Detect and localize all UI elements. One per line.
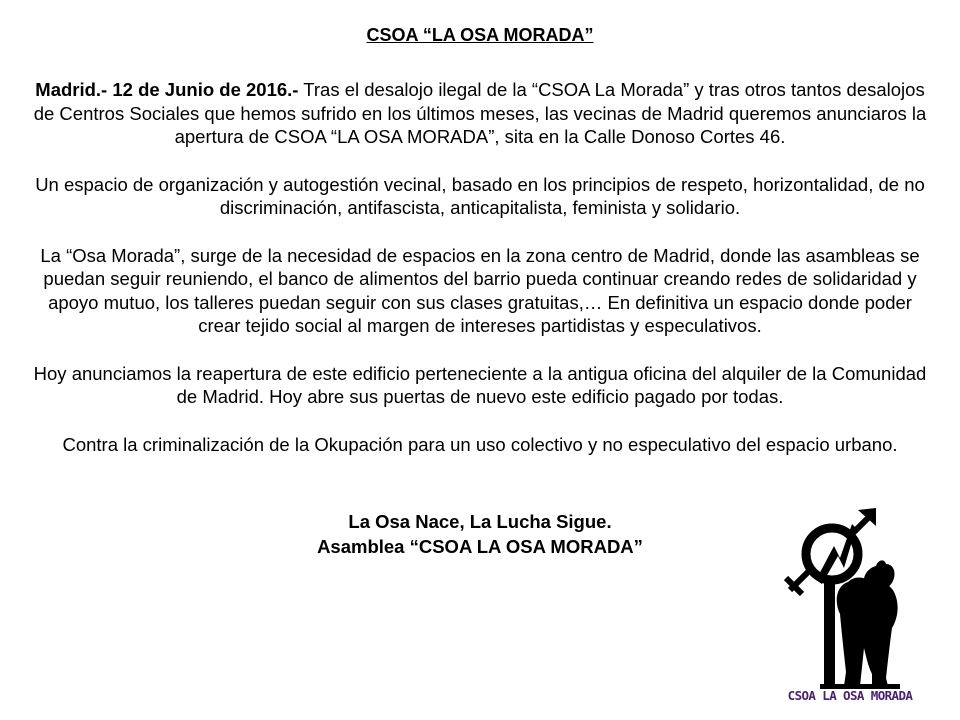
- paragraph-criminalization: Contra la criminalización de la Okupación para un uso colectivo y no especulativo del espacio urbano.: [62, 433, 898, 455]
- bear-with-okupa-symbol-icon: [780, 502, 920, 692]
- paragraph-purpose: La “Osa Morada”, surge de la necesidad de espacios en la zona centro de Madrid, donde las asambleas se puedan seguir reuniendo, el banco de alimentos del barrio pueda continuar creando redes de solidaridad y apoyo mutuo, los talleres puedan seguir con sus clases gratuitas,… En definitiva un espacio donde poder crear tejido social al margen de intereses partidistas y especulativos.: [40, 244, 920, 336]
- dateline: Madrid.- 12 de Junio de 2016.-: [35, 79, 299, 100]
- sign-post-icon: [824, 582, 835, 686]
- intro-paragraph: [30, 78, 930, 149]
- paragraph-reopening: Hoy anunciamos la reapertura de este edificio perteneciente a la antigua oficina del alquiler de la Comunidad de Madrid. Hoy abre sus puertas de nuevo este edificio pagado por todas.: [33, 362, 927, 407]
- document-title: CSOA “LA OSA MORADA”: [366, 25, 594, 45]
- closing-signature: Asamblea “CSOA LA OSA MORADA”: [317, 536, 643, 557]
- csoa-logo: [780, 502, 920, 712]
- communique-document: [30, 0, 930, 559]
- logo-caption: CSOA LA OSA MORADA: [787, 688, 913, 703]
- bear-body-icon: [837, 578, 898, 687]
- closing-slogan: La Osa Nace, La Lucha Sigue.: [348, 511, 612, 532]
- intro-text: Tras el desalojo ilegal de la “CSOA La Morada” y tras otros tantos desalojos de Centros Sociales que hemos sufrido en los últimos meses, las vecinas de Madrid queremos anunciaros la apertura de CSOA “LA OSA MORADA”, sita en la Calle Donoso Cortes 46.: [33, 79, 927, 147]
- paragraph-principles: Un espacio de organización y autogestión vecinal, basado en los principios de respeto, horizontalidad, de no discriminación, antifascista, anticapitalista, feminista y solidario.: [35, 173, 925, 218]
